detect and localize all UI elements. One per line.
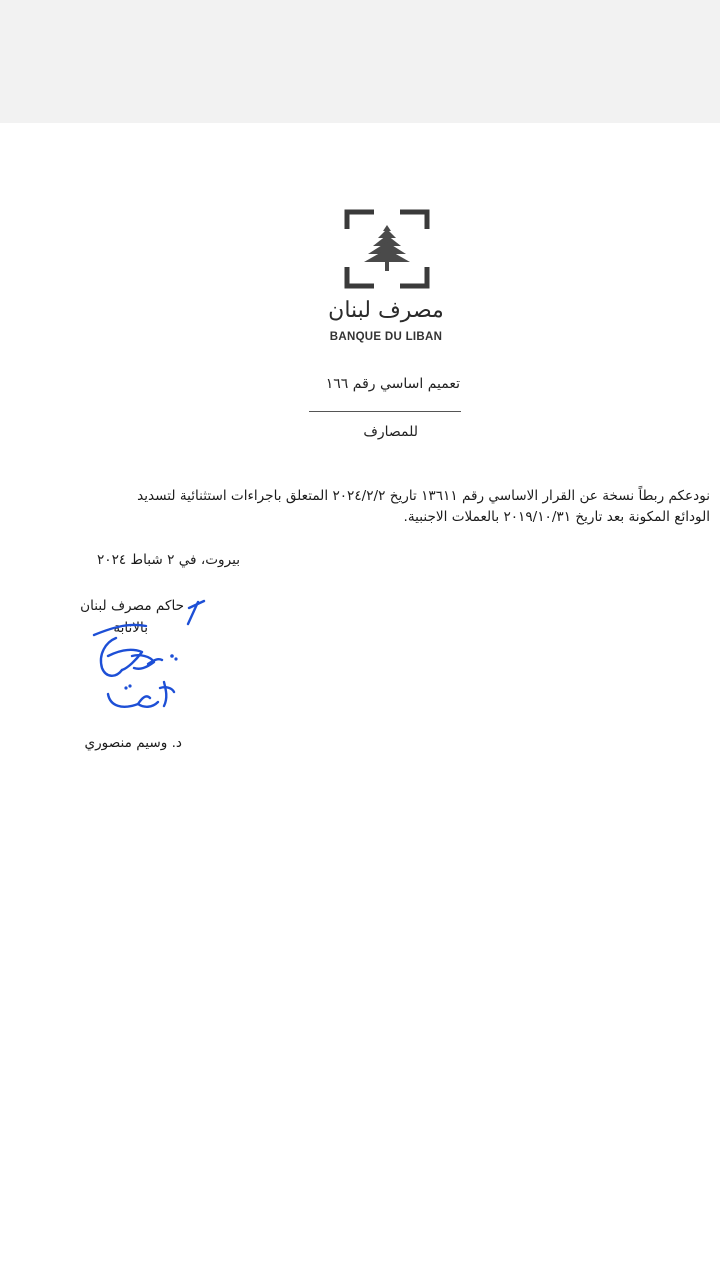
- signatory-name: د. وسيم منصوري: [84, 735, 182, 751]
- circular-title: تعميم اساسي رقم ١٦٦: [325, 376, 460, 392]
- bank-name-arabic: مصرف لبنان: [328, 298, 444, 323]
- title-divider: [309, 411, 461, 412]
- recipient-line: للمصارف: [363, 424, 418, 440]
- handwritten-signature: [86, 598, 216, 723]
- viewer-top-bar: [0, 0, 720, 123]
- cedar-emblem-icon: [344, 209, 430, 289]
- governor-title: حاكم مصرف لبنان: [80, 598, 184, 614]
- body-line-1: نودعكم ربطاً نسخة عن القرار الاساسي رقم ١٣٦١١ تاريخ ٢٠٢٤/٢/٢ المتعلق باجراءات استثنائية لتسديد: [137, 488, 710, 504]
- body-line-2: الودائع المكونة بعد تاريخ ٢٠١٩/١٠/٣١ بالعملات الاجنبية.: [403, 509, 710, 525]
- bank-name-french: BANQUE DU LIBAN: [329, 331, 443, 343]
- place-date-line: بيروت، في ٢ شباط ٢٠٢٤: [97, 552, 240, 568]
- circular-body: [60, 486, 710, 528]
- acting-label: بالانابة: [113, 620, 148, 636]
